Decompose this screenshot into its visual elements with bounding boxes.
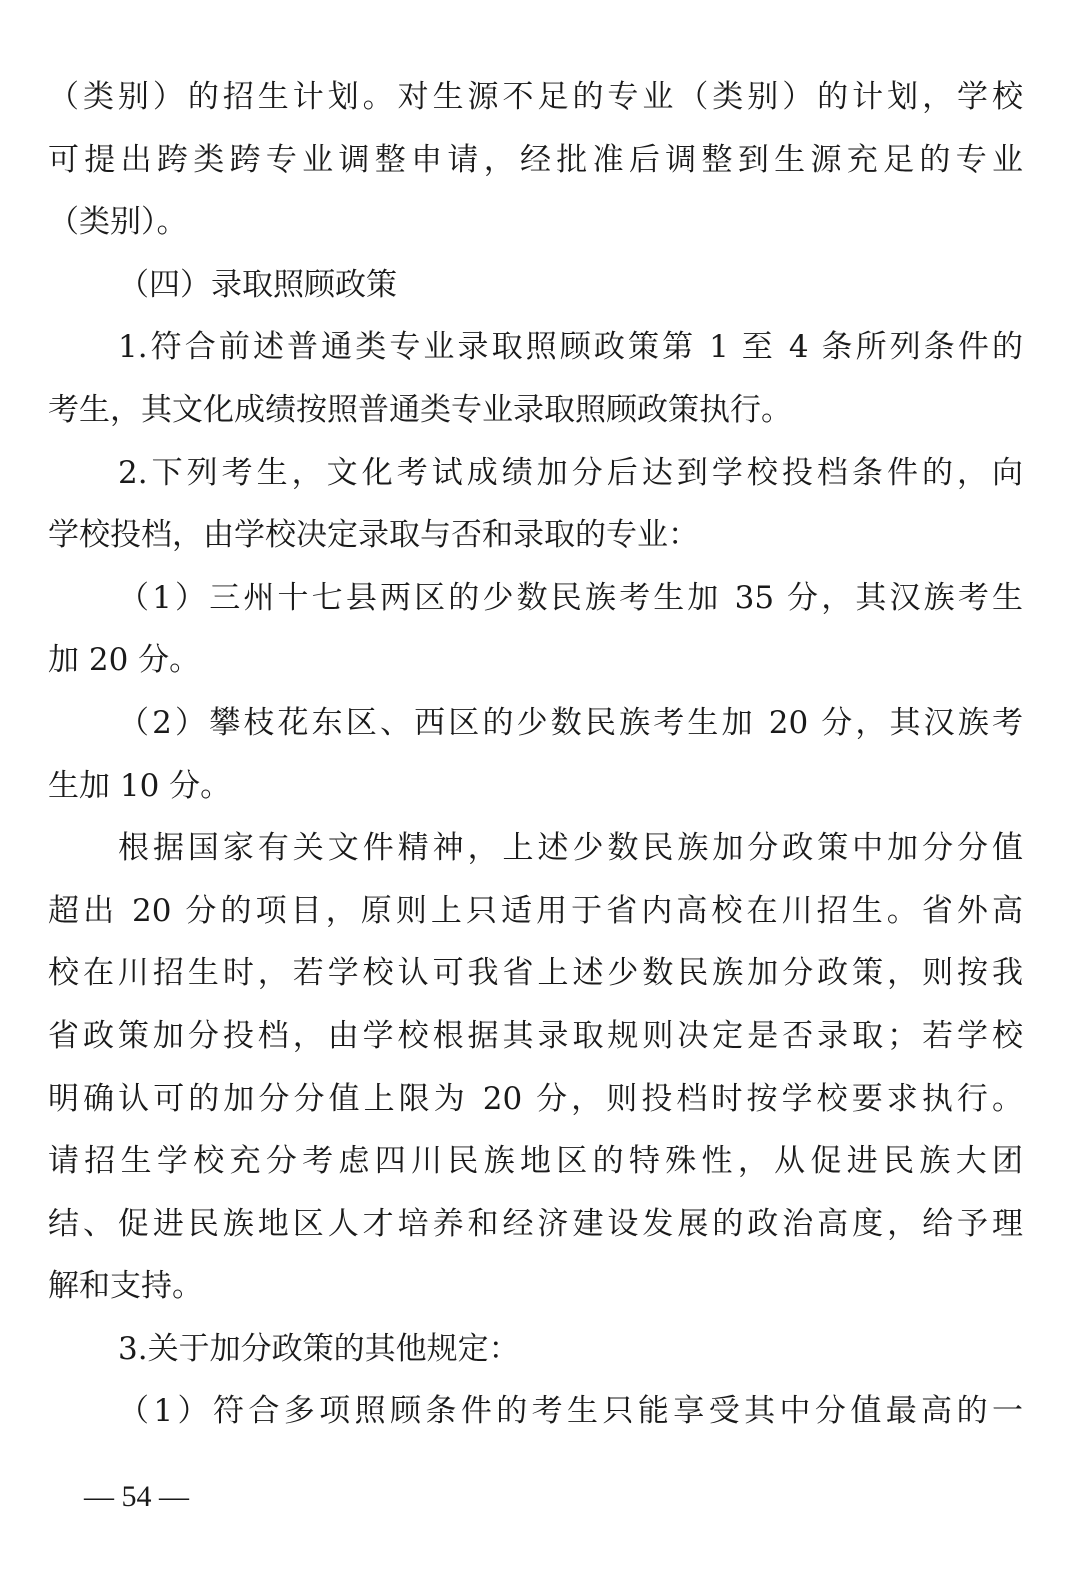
text-line: 学校投档，由学校决定录取与否和录取的专业： bbox=[48, 517, 699, 554]
text-line: 3.关于加分政策的其他规定： bbox=[118, 1330, 520, 1367]
text-line: （类别）。 bbox=[48, 204, 188, 241]
text-line: （1）符合多项照顾条件的考生只能享受其中分值最高的一 bbox=[118, 1393, 1023, 1430]
section-heading: （四）录取照顾政策 bbox=[118, 266, 397, 303]
text-line: （2）攀枝花东区、西区的少数民族考生加 20 分，其汉族考 bbox=[118, 704, 1023, 741]
text-line: 解和支持。 bbox=[48, 1268, 203, 1305]
text-line: （1）三州十七县两区的少数民族考生加 35 分，其汉族考生 bbox=[118, 579, 1023, 616]
text-line: 结、促进民族地区人才培养和经济建设发展的政治高度，给予理 bbox=[48, 1205, 1023, 1242]
text-line: 生加 10 分。 bbox=[48, 767, 232, 804]
text-line: 省政策加分投档，由学校根据其录取规则决定是否录取；若学校 bbox=[48, 1017, 1023, 1054]
page-number: — 54 — bbox=[84, 1480, 189, 1513]
text-line: 明确认可的加分分值上限为 20 分，则投档时按学校要求执行。 bbox=[48, 1080, 1023, 1117]
text-line: 超出 20 分的项目，原则上只适用于省内高校在川招生。省外高 bbox=[48, 892, 1023, 929]
text-line: 加 20 分。 bbox=[48, 642, 201, 679]
text-line: 考生，其文化成绩按照普通类专业录取照顾政策执行。 bbox=[48, 391, 792, 428]
text-line: 根据国家有关文件精神，上述少数民族加分政策中加分分值 bbox=[118, 830, 1023, 867]
text-line: 请招生学校充分考虑四川民族地区的特殊性，从促进民族大团 bbox=[48, 1143, 1023, 1180]
text-line: 1.符合前述普通类专业录取照顾政策第 1 至 4 条所列条件的 bbox=[118, 329, 1023, 366]
text-line: （类别）的招生计划。对生源不足的专业（类别）的计划，学校 bbox=[48, 79, 1023, 115]
text-line: 2.下列考生，文化考试成绩加分后达到学校投档条件的，向 bbox=[118, 454, 1023, 491]
text-line: 校在川招生时，若学校认可我省上述少数民族加分政策，则按我 bbox=[48, 955, 1023, 992]
document-body bbox=[48, 66, 1023, 1443]
text-line: 可提出跨类跨专业调整申请，经批准后调整到生源充足的专业 bbox=[48, 141, 1023, 178]
